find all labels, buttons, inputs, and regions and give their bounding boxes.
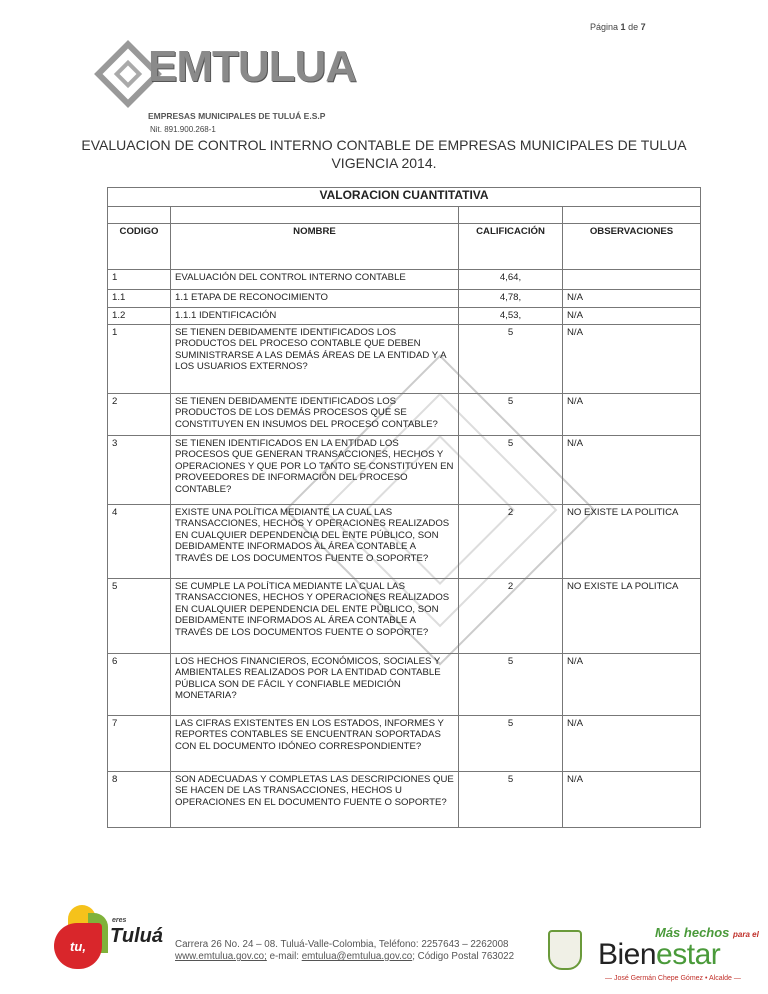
table-row — [108, 504, 701, 578]
eres-tulua-logo: tu, — [54, 905, 116, 967]
alcalde-line: — José Germán Chepe Gómez • Alcalde — — [605, 975, 741, 982]
cell-codigo: 7 — [108, 715, 171, 771]
table-row — [108, 393, 701, 435]
table-row — [108, 715, 701, 771]
website-link[interactable]: www.emtulua.gov.co; — [175, 951, 267, 962]
cell-nombre: 1.1 ETAPA DE RECONOCIMIENTO — [171, 290, 459, 308]
cell-nombre: SON ADECUADAS Y COMPLETAS LAS DESCRIPCIONES QUE SE HACEN DE LAS TRANSACCIONES, HECHOS U OPERACIONES EN EL DOCUMENTO FUENTE O SOPORTE? — [171, 771, 459, 827]
document-title: EVALUACION DE CONTROL INTERNO CONTABLE DE EMPRESAS MUNICIPALES DE TULUA VIGENCIA 2014. — [81, 137, 687, 171]
cell-calificacion: 2 — [459, 504, 563, 578]
municipal-crest-icon — [548, 930, 582, 970]
cell-calificacion: 5 — [459, 771, 563, 827]
cell-codigo: 1 — [108, 270, 171, 290]
cell-observaciones: NO EXISTE LA POLITICA — [563, 504, 701, 578]
table-row — [108, 308, 701, 325]
header-observaciones: OBSERVACIONES — [563, 224, 701, 270]
cell-calificacion: 4,64, — [459, 270, 563, 290]
cell-observaciones: N/A — [563, 308, 701, 325]
table-row — [108, 435, 701, 504]
cell-observaciones: N/A — [563, 715, 701, 771]
cell-nombre: LAS CIFRAS EXISTENTES EN LOS ESTADOS, INFORMES Y REPORTES CONTABLES SE ENCUENTRAN SOPORTADAS CON EL DOCUMENTO IDÓNEO CORRESPONDIENTE? — [171, 715, 459, 771]
table-row — [108, 270, 701, 290]
cell-nombre: SE TIENEN DEBIDAMENTE IDENTIFICADOS LOS PRODUCTOS DE LOS DEMÁS PROCESOS QUE SE CONSTITUYEN EN INSUMOS DEL PROCESO CONTABLE? — [171, 393, 459, 435]
header-nombre: NOMBRE — [171, 224, 459, 270]
bienestar-logo: Bienestar — [598, 938, 721, 971]
cell-observaciones: N/A — [563, 290, 701, 308]
cell-nombre: SE TIENEN DEBIDAMENTE IDENTIFICADOS LOS PRODUCTOS DEL PROCESO CONTABLE QUE DEBEN SUMINISTRARSE A LAS DEMÁS ÁREAS DE LA ENTIDAD Y A LOS USUARIOS EXTERNOS? — [171, 324, 459, 393]
bienestar-slogan: Más hechos para el — [655, 925, 759, 940]
table-row — [108, 290, 701, 308]
cell-observaciones: N/A — [563, 653, 701, 715]
table-row — [108, 578, 701, 653]
header-codigo: CODIGO — [108, 224, 171, 270]
cell-calificacion: 5 — [459, 715, 563, 771]
cell-codigo: 3 — [108, 435, 171, 504]
cell-calificacion: 4,53, — [459, 308, 563, 325]
cell-calificacion: 4,78, — [459, 290, 563, 308]
table-row — [108, 653, 701, 715]
logo-word: EMTULUA — [148, 42, 357, 91]
cell-nombre: SE CUMPLE LA POLÍTICA MEDIANTE LA CUAL LAS TRANSACCIONES, HECHOS Y OPERACIONES REALIZADOS EN CUALQUIER DEPENDENCIA DEL ENTE PÚBLICO, SON DEBIDAMENTE INFORMADOS AL ÁREA CONTABLE A TRAVÉS DE LOS DOCUMENTOS FUENTE O SOPORTE? — [171, 578, 459, 653]
valoracion-table — [107, 187, 701, 828]
cell-codigo: 6 — [108, 653, 171, 715]
table-caption: VALORACION CUANTITATIVA — [108, 188, 701, 207]
table-row — [108, 771, 701, 827]
emtulua-logo — [90, 30, 357, 140]
cell-observaciones: NO EXISTE LA POLITICA — [563, 578, 701, 653]
cell-calificacion: 5 — [459, 324, 563, 393]
cell-nombre: 1.1.1 IDENTIFICACIÓN — [171, 308, 459, 325]
table-row — [108, 324, 701, 393]
logo-subtitle: EMPRESAS MUNICIPALES DE TULUÁ E.S.P — [148, 111, 326, 121]
cell-codigo: 1.2 — [108, 308, 171, 325]
cell-codigo: 2 — [108, 393, 171, 435]
cell-codigo: 1 — [108, 324, 171, 393]
email-link[interactable]: emtulua@emtulua.gov.co — [301, 951, 413, 962]
cell-observaciones — [563, 270, 701, 290]
cell-nombre: LOS HECHOS FINANCIEROS, ECONÓMICOS, SOCIALES Y AMBIENTALES REALIZADOS POR LA ENTIDAD CONTABLE PÚBLICA SON DE FÁCIL Y CONFIABLE MEDICIÓN MONETARIA? — [171, 653, 459, 715]
page-number: Página 1 de 7 — [590, 22, 646, 32]
cell-codigo: 5 — [108, 578, 171, 653]
cell-codigo: 8 — [108, 771, 171, 827]
cell-observaciones: N/A — [563, 324, 701, 393]
header-calificacion: CALIFICACIÓN — [459, 224, 563, 270]
cell-observaciones: N/A — [563, 393, 701, 435]
cell-observaciones: N/A — [563, 435, 701, 504]
cell-nombre: SE TIENEN IDENTIFICADOS EN LA ENTIDAD LOS PROCESOS QUE GENERAN TRANSACCIONES, HECHOS Y OPERACIONES Y QUE POR LO TANTO SE CONSTITUYEN EN PROVEEDORES DE INFORMACIÓN DEL PROCESO CONTABLE? — [171, 435, 459, 504]
cell-calificacion: 5 — [459, 435, 563, 504]
cell-calificacion: 5 — [459, 653, 563, 715]
cell-calificacion: 2 — [459, 578, 563, 653]
cell-codigo: 1.1 — [108, 290, 171, 308]
cell-nombre: EXISTE UNA POLÍTICA MEDIANTE LA CUAL LAS TRANSACCIONES, HECHOS Y OPERACIONES REALIZADOS EN CUALQUIER DEPENDENCIA DEL ENTE PÚBLICO, SON DEBIDAMENTE INFORMADOS AL ÁREA CONTABLE A TRAVÉS DE LOS DOCUMENTOS FUENTE O SOPORTE? — [171, 504, 459, 578]
cell-observaciones: N/A — [563, 771, 701, 827]
cell-calificacion: 5 — [459, 393, 563, 435]
footer-contact: Carrera 26 No. 24 – 08. Tuluá-Valle-Colombia, Teléfono: 2257643 – 2262008 www.emtulua.gov.co; e-mail: emtulua@emtulua.gov.co; Código Postal 763022 — [175, 939, 515, 962]
cell-codigo: 4 — [108, 504, 171, 578]
cell-nombre: EVALUACIÓN DEL CONTROL INTERNO CONTABLE — [171, 270, 459, 290]
nit: Nit. 891.900.268-1 — [150, 125, 216, 134]
